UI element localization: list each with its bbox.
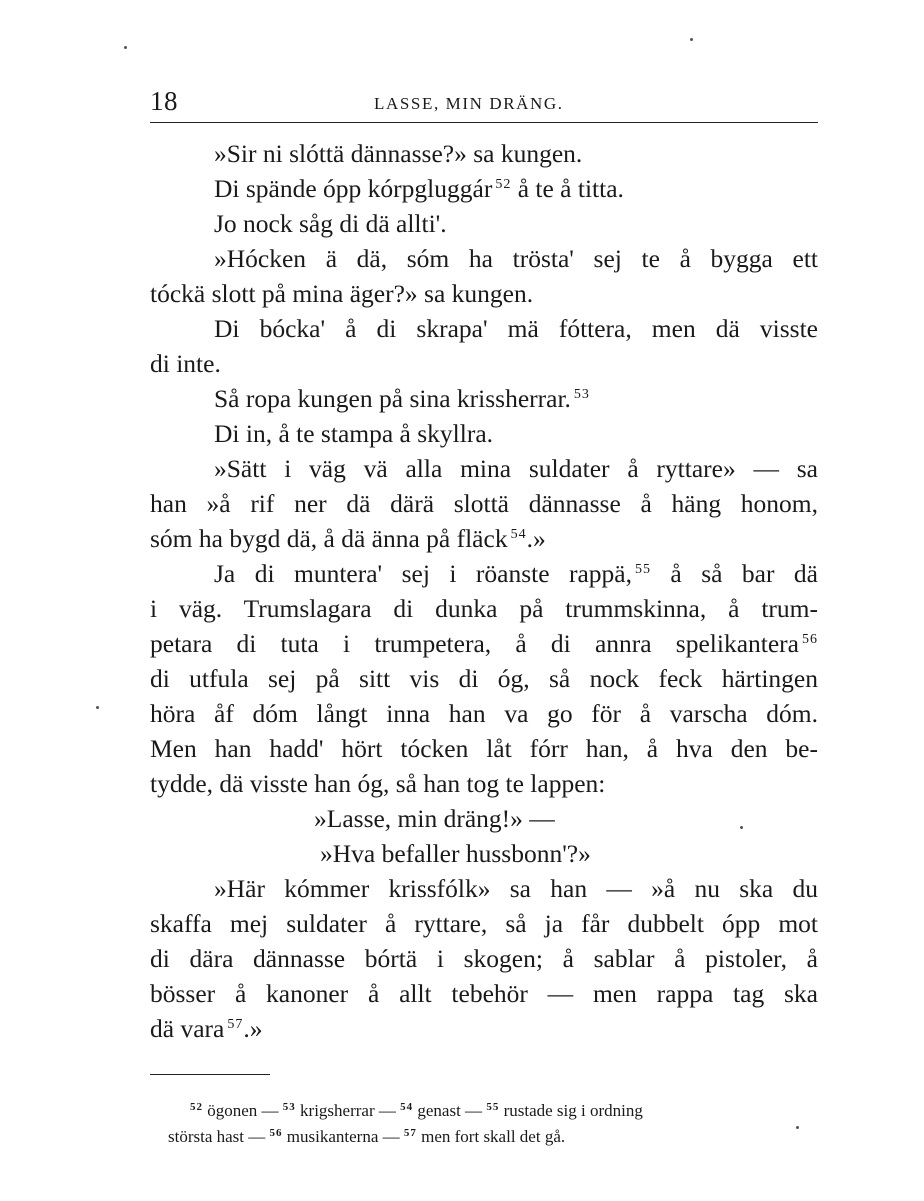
paper-speck bbox=[124, 46, 127, 49]
text-line-18: Men han hadd' hört tócken låt fórr han, å hva den be- bbox=[150, 734, 818, 763]
text-line-12: sóm ha bygd dä, å dä änna på fläck $^{54}$.» bbox=[150, 524, 546, 553]
header-rule bbox=[150, 122, 818, 123]
text-line-17: höra åf dóm långt inna han va go för å varscha dóm. bbox=[150, 699, 818, 728]
text-line-8: Så ropa kungen på sina krissherrar. $^{53}$ bbox=[214, 384, 590, 413]
body-text bbox=[150, 136, 818, 1046]
paper-speck bbox=[740, 826, 743, 829]
footnote-ref-56: 56 bbox=[802, 632, 818, 647]
text-line-2: Di spände ópp kórpgluggár $^{52}$ å te å titta. bbox=[214, 174, 624, 203]
paper-speck bbox=[690, 38, 693, 41]
text-line-15: petara di tuta i trumpetera, å di annra spelikantera $^{56}$ bbox=[150, 629, 818, 658]
text-line-20: »Lasse, min dräng!» — bbox=[314, 804, 555, 833]
text-line-26: dä vara $^{57}$.» bbox=[150, 1014, 263, 1043]
text-line-5: tóckä slott på mina äger?» sa kungen. bbox=[150, 279, 534, 308]
text-line-1: »Sir ni slóttä dännasse?» sa kungen. bbox=[214, 139, 583, 168]
footnote-number-55: 55 bbox=[486, 1101, 500, 1113]
text-line-14: i väg. Trumslagara di dunka på trummskinna, å trum- bbox=[150, 594, 818, 623]
footnote-ref-54: 54 bbox=[510, 527, 527, 542]
text-line-7: di inte. bbox=[150, 349, 221, 378]
text-line-10: »Sätt i väg vä alla mina suldater å ryttare» — sa bbox=[214, 454, 818, 483]
text-line-3: Jo nock såg di dä allti'. bbox=[214, 209, 447, 238]
footnote-number-54: 54 bbox=[400, 1101, 414, 1113]
running-head: LASSE, MIN DRÄNG. bbox=[374, 94, 564, 113]
text-line-9: Di in, å te stampa å skyllra. bbox=[214, 419, 494, 448]
footnote-text-53: krigsherrar — bbox=[295, 1101, 401, 1120]
footnote-text-57: men fort skall det gå. bbox=[416, 1127, 566, 1146]
footnote-rule bbox=[150, 1074, 270, 1075]
footnote-number-52: 52 bbox=[190, 1101, 203, 1113]
footnote-text-52: ögonen — bbox=[203, 1101, 283, 1120]
footnote-number-57: 57 bbox=[403, 1127, 417, 1139]
text-line-11: han »å rif ner dä därä slottä dännasse å häng honom, bbox=[150, 489, 818, 518]
text-line-22: »Här kómmer krissfólk» sa han — »å nu ska du bbox=[214, 874, 818, 903]
text-line-4: »Hócken ä dä, sóm ha trösta' sej te å bygga ett bbox=[214, 244, 818, 273]
footnote-text-55-cont: största hast — bbox=[168, 1127, 270, 1146]
text-line-16: di utfula sej på sitt vis di óg, så nock feck härtingen bbox=[150, 664, 818, 693]
text-line-24: di dära dännasse bórtä i skogen; å sablar å pistoler, å bbox=[150, 944, 818, 973]
footnote-line-2 bbox=[150, 1124, 818, 1150]
text-line-25: bösser å kanoner å allt tebehör — men rappa tag ska bbox=[150, 979, 818, 1008]
footnote-number-53: 53 bbox=[282, 1101, 296, 1113]
text-line-23: skaffa mej suldater å ryttare, så ja får dubbelt ópp mot bbox=[150, 909, 818, 938]
paper-speck bbox=[796, 1126, 799, 1129]
footnote-text-55: rustade sig i ordning bbox=[499, 1101, 643, 1120]
footnote-ref-57: 57 bbox=[227, 1017, 244, 1032]
text-line-21: »Hva befaller hussbonn'?» bbox=[320, 839, 591, 868]
footnote-ref-53: 53 bbox=[573, 387, 590, 402]
footnotes bbox=[150, 1098, 818, 1150]
text-line-19: tydde, dä visste han óg, så han tog te lappen: bbox=[150, 769, 606, 798]
text-line-13: Ja di muntera' sej i röanste rappä, $^{55}$ å så bar dä bbox=[214, 559, 818, 588]
footnote-ref-52: 52 bbox=[495, 177, 512, 192]
footnote-ref-55: 55 bbox=[634, 562, 651, 577]
footnote-text-56: musikanterna — bbox=[282, 1127, 404, 1146]
footnote-text-54: genast — bbox=[413, 1101, 487, 1120]
footnote-number-56: 56 bbox=[269, 1127, 283, 1139]
text-line-6: Di bócka' å di skrapa' mä fóttera, men dä visste bbox=[214, 314, 818, 343]
paper-speck bbox=[96, 706, 99, 709]
page-number: 18 bbox=[150, 86, 178, 116]
footnote-line-1 bbox=[150, 1098, 818, 1124]
page-header bbox=[150, 84, 818, 120]
